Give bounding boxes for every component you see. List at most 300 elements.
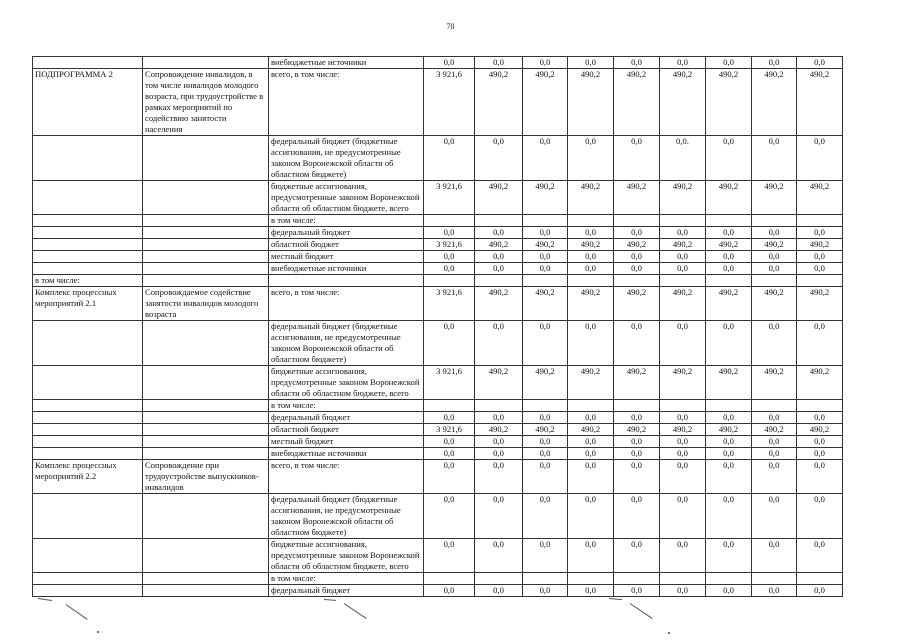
table-row (33, 251, 843, 263)
scan-mark (66, 604, 88, 620)
value-cell: 0,0 (614, 412, 660, 424)
measure-cell (143, 181, 269, 215)
program-cell (33, 57, 143, 69)
value-cell: 0,0 (797, 412, 843, 424)
scan-mark (630, 603, 653, 619)
value-cell: 0,0 (752, 539, 797, 573)
value-cell: 0,0 (475, 539, 523, 573)
value-cell: 490,2 (523, 424, 568, 436)
program-cell (33, 136, 143, 181)
program-cell (33, 263, 143, 275)
value-cell: 490,2 (752, 239, 797, 251)
value-cell: 0,0 (614, 436, 660, 448)
value-cell: 0,0. (660, 136, 706, 181)
value-cell: 0,0 (475, 412, 523, 424)
value-cell: 0,0 (568, 448, 614, 460)
value-cell (706, 215, 752, 227)
value-cell: 0,0 (424, 251, 475, 263)
value-cell: 0,0 (752, 251, 797, 263)
value-cell: 0,0 (660, 539, 706, 573)
value-cell (706, 400, 752, 412)
value-cell: 0,0 (706, 263, 752, 275)
value-cell: 0,0 (752, 448, 797, 460)
value-cell: 490,2 (797, 69, 843, 136)
value-cell: 0,0 (424, 136, 475, 181)
value-cell: 0,0 (614, 263, 660, 275)
measure-cell: Сопровождаемое содействие занятости инвалидов молодого возраста (143, 287, 269, 321)
value-cell: 0,0 (523, 412, 568, 424)
funding-source-cell: областной бюджет (269, 239, 424, 251)
measure-cell: Сопровождение при трудоустройстве выпускников- инвалидов (143, 460, 269, 494)
value-cell: 490,2 (614, 181, 660, 215)
value-cell: 0,0 (614, 57, 660, 69)
value-cell (660, 573, 706, 585)
value-cell: 0,0 (424, 494, 475, 539)
funding-source-cell: бюджетные ассигнования, предусмотренные законом Воронежской области об областном бюджете, всего (269, 181, 424, 215)
program-cell (33, 251, 143, 263)
value-cell (523, 215, 568, 227)
value-cell: 0,0 (523, 436, 568, 448)
measure-cell (143, 215, 269, 227)
value-cell: 490,2 (523, 239, 568, 251)
value-cell (523, 275, 568, 287)
value-cell: 490,2 (797, 239, 843, 251)
program-cell (33, 448, 143, 460)
program-cell (33, 366, 143, 400)
value-cell: 0,0 (797, 57, 843, 69)
program-cell (33, 400, 143, 412)
value-cell: 0,0 (706, 539, 752, 573)
value-cell: 490,2 (568, 424, 614, 436)
value-cell: 0,0 (706, 585, 752, 597)
funding-source-cell: федеральный бюджет (269, 585, 424, 597)
value-cell: 0,0 (424, 57, 475, 69)
value-cell: 0,0 (797, 321, 843, 366)
value-cell: 0,0 (424, 585, 475, 597)
value-cell: 0,0 (706, 448, 752, 460)
value-cell: 0,0 (797, 436, 843, 448)
value-cell (523, 400, 568, 412)
measure-cell (143, 57, 269, 69)
value-cell: 490,2 (752, 181, 797, 215)
funding-source-cell: местный бюджет (269, 251, 424, 263)
value-cell: 3 921,6 (424, 366, 475, 400)
value-cell: 0,0 (752, 494, 797, 539)
value-cell: 490,2 (797, 366, 843, 400)
value-cell: 0,0 (424, 436, 475, 448)
table-row (33, 448, 843, 460)
value-cell: 0,0 (523, 494, 568, 539)
program-cell: в том числе: (33, 275, 143, 287)
value-cell: 0,0 (523, 251, 568, 263)
value-cell: 0,0 (752, 136, 797, 181)
value-cell (523, 573, 568, 585)
value-cell: 0,0 (752, 57, 797, 69)
value-cell (475, 215, 523, 227)
value-cell (424, 400, 475, 412)
value-cell: 490,2 (706, 287, 752, 321)
value-cell: 0,0 (568, 57, 614, 69)
value-cell (424, 275, 475, 287)
value-cell: 0,0 (568, 321, 614, 366)
value-cell: 490,2 (475, 69, 523, 136)
value-cell: 0,0 (797, 539, 843, 573)
value-cell: 0,0 (568, 494, 614, 539)
value-cell (660, 400, 706, 412)
funding-source-cell: бюджетные ассигнования, предусмотренные законом Воронежской области об областном бюджете, всего (269, 539, 424, 573)
value-cell: 0,0 (797, 448, 843, 460)
value-cell: 3 921,6 (424, 287, 475, 321)
table-row (33, 366, 843, 400)
value-cell: 0,0 (424, 539, 475, 573)
table-row (33, 136, 843, 181)
program-cell (33, 321, 143, 366)
table-row (33, 436, 843, 448)
value-cell: 0,0 (523, 136, 568, 181)
funding-source-cell: внебюджетные источники (269, 57, 424, 69)
value-cell: 0,0 (752, 263, 797, 275)
value-cell: 0,0 (614, 136, 660, 181)
value-cell: 0,0 (614, 321, 660, 366)
value-cell: 0,0 (568, 251, 614, 263)
value-cell: 0,0 (660, 57, 706, 69)
value-cell (706, 573, 752, 585)
funding-source-cell: в том числе: (269, 400, 424, 412)
funding-source-cell: всего, в том числе: (269, 287, 424, 321)
scan-mark (38, 598, 52, 601)
funding-source-cell: федеральный бюджет (бюджетные ассигнования, не предусмотренные законом Воронежской области об областном бюджете) (269, 494, 424, 539)
value-cell: 490,2 (752, 424, 797, 436)
scan-dot (668, 632, 670, 634)
table-row (33, 321, 843, 366)
value-cell: 0,0 (475, 251, 523, 263)
value-cell (614, 275, 660, 287)
value-cell: 0,0 (752, 436, 797, 448)
value-cell: 0,0 (706, 460, 752, 494)
value-cell: 0,0 (706, 136, 752, 181)
table-row (33, 69, 843, 136)
value-cell: 0,0 (614, 585, 660, 597)
program-cell (33, 494, 143, 539)
value-cell: 0,0 (475, 436, 523, 448)
value-cell (614, 400, 660, 412)
value-cell (614, 215, 660, 227)
funding-source-cell: областной бюджет (269, 424, 424, 436)
scan-mark (344, 603, 367, 619)
value-cell: 0,0 (797, 136, 843, 181)
value-cell: 0,0 (706, 494, 752, 539)
value-cell: 0,0 (752, 585, 797, 597)
value-cell: 490,2 (568, 287, 614, 321)
program-cell: Комплекс процессных мероприятий 2.1 (33, 287, 143, 321)
program-cell (33, 539, 143, 573)
value-cell: 0,0 (475, 57, 523, 69)
table-row (33, 263, 843, 275)
value-cell: 490,2 (752, 366, 797, 400)
measure-cell (143, 494, 269, 539)
measure-cell (143, 424, 269, 436)
budget-table (32, 56, 843, 597)
value-cell (797, 573, 843, 585)
value-cell: 0,0 (706, 436, 752, 448)
value-cell: 0,0 (424, 263, 475, 275)
value-cell: 0,0 (475, 227, 523, 239)
value-cell: 0,0 (475, 136, 523, 181)
value-cell: 490,2 (475, 366, 523, 400)
value-cell: 0,0 (475, 263, 523, 275)
program-cell (33, 436, 143, 448)
measure-cell (143, 448, 269, 460)
value-cell: 0,0 (523, 263, 568, 275)
value-cell: 490,2 (660, 239, 706, 251)
table-row (33, 227, 843, 239)
value-cell: 0,0 (568, 436, 614, 448)
value-cell: 490,2 (752, 69, 797, 136)
value-cell: 0,0 (614, 251, 660, 263)
value-cell (475, 573, 523, 585)
value-cell: 0,0 (424, 448, 475, 460)
value-cell: 0,0 (660, 227, 706, 239)
program-cell (33, 227, 143, 239)
table-row (33, 539, 843, 573)
value-cell: 490,2 (523, 69, 568, 136)
program-cell (33, 239, 143, 251)
value-cell (752, 215, 797, 227)
value-cell: 0,0 (660, 494, 706, 539)
value-cell: 0,0 (568, 136, 614, 181)
value-cell: 490,2 (614, 287, 660, 321)
funding-source-cell: в том числе: (269, 573, 424, 585)
value-cell: 490,2 (523, 181, 568, 215)
value-cell (424, 215, 475, 227)
funding-source-cell: всего, в том числе: (269, 460, 424, 494)
value-cell: 0,0 (523, 227, 568, 239)
value-cell: 0,0 (568, 460, 614, 494)
funding-source-cell: федеральный бюджет (бюджетные ассигнования, не предусмотренные законом Воронежской области об областном бюджете) (269, 136, 424, 181)
value-cell: 0,0 (523, 57, 568, 69)
value-cell: 0,0 (568, 412, 614, 424)
value-cell: 3 921,6 (424, 424, 475, 436)
value-cell: 0,0 (614, 539, 660, 573)
value-cell: 490,2 (706, 181, 752, 215)
value-cell: 490,2 (523, 366, 568, 400)
value-cell (568, 573, 614, 585)
value-cell (475, 400, 523, 412)
program-cell (33, 424, 143, 436)
table-row (33, 412, 843, 424)
value-cell (706, 275, 752, 287)
funding-source-cell: всего, в том числе: (269, 69, 424, 136)
measure-cell (143, 573, 269, 585)
value-cell: 0,0 (660, 263, 706, 275)
program-cell: Комплекс процессных мероприятий 2.2 (33, 460, 143, 494)
page-number: 70 (446, 22, 455, 31)
value-cell (568, 400, 614, 412)
measure-cell (143, 585, 269, 597)
funding-source-cell: федеральный бюджет (бюджетные ассигнования, не предусмотренные законом Воронежской области об областном бюджете) (269, 321, 424, 366)
value-cell: 0,0 (523, 539, 568, 573)
table-row (33, 275, 843, 287)
value-cell: 0,0 (614, 227, 660, 239)
table-row (33, 215, 843, 227)
funding-source-cell: местный бюджет (269, 436, 424, 448)
value-cell: 490,2 (706, 424, 752, 436)
value-cell: 0,0 (475, 494, 523, 539)
value-cell: 490,2 (568, 366, 614, 400)
value-cell: 0,0 (706, 227, 752, 239)
funding-source-cell: внебюджетные источники (269, 263, 424, 275)
funding-source-cell: в том числе: (269, 215, 424, 227)
value-cell: 0,0 (797, 585, 843, 597)
table-row (33, 287, 843, 321)
value-cell (614, 573, 660, 585)
value-cell (752, 275, 797, 287)
table-row (33, 494, 843, 539)
value-cell: 490,2 (660, 287, 706, 321)
program-cell: ПОДПРОГРАММА 2 (33, 69, 143, 136)
value-cell (568, 215, 614, 227)
measure-cell (143, 275, 269, 287)
value-cell: 490,2 (523, 287, 568, 321)
value-cell (752, 573, 797, 585)
value-cell: 0,0 (797, 460, 843, 494)
value-cell: 490,2 (660, 69, 706, 136)
value-cell: 0,0 (523, 321, 568, 366)
value-cell: 0,0 (752, 321, 797, 366)
value-cell: 0,0 (706, 57, 752, 69)
value-cell: 0,0 (523, 585, 568, 597)
value-cell: 0,0 (475, 460, 523, 494)
value-cell: 0,0 (475, 585, 523, 597)
measure-cell (143, 436, 269, 448)
value-cell: 490,2 (706, 239, 752, 251)
value-cell: 0,0 (660, 448, 706, 460)
program-cell (33, 215, 143, 227)
value-cell: 0,0 (706, 321, 752, 366)
value-cell: 0,0 (706, 412, 752, 424)
value-cell: 0,0 (660, 436, 706, 448)
program-cell (33, 412, 143, 424)
value-cell: 0,0 (424, 460, 475, 494)
value-cell: 490,2 (660, 181, 706, 215)
value-cell: 0,0 (568, 539, 614, 573)
table-row (33, 181, 843, 215)
value-cell (424, 573, 475, 585)
value-cell: 490,2 (475, 181, 523, 215)
value-cell: 0,0 (475, 448, 523, 460)
value-cell: 0,0 (568, 263, 614, 275)
value-cell: 490,2 (475, 287, 523, 321)
value-cell: 490,2 (568, 69, 614, 136)
measure-cell (143, 400, 269, 412)
funding-source-cell: бюджетные ассигнования, предусмотренные законом Воронежской области об областном бюджете, всего (269, 366, 424, 400)
table-row (33, 460, 843, 494)
value-cell: 0,0 (660, 460, 706, 494)
value-cell (660, 275, 706, 287)
value-cell: 0,0 (752, 227, 797, 239)
table-row (33, 239, 843, 251)
table-row (33, 400, 843, 412)
funding-source-cell (269, 275, 424, 287)
value-cell: 490,2 (797, 287, 843, 321)
value-cell: 0,0 (660, 585, 706, 597)
value-cell: 0,0 (424, 321, 475, 366)
value-cell: 490,2 (475, 239, 523, 251)
value-cell: 490,2 (797, 424, 843, 436)
measure-cell (143, 136, 269, 181)
value-cell: 490,2 (568, 181, 614, 215)
value-cell: 0,0 (475, 321, 523, 366)
value-cell: 490,2 (706, 69, 752, 136)
value-cell: 0,0 (614, 494, 660, 539)
value-cell: 0,0 (797, 227, 843, 239)
value-cell: 490,2 (660, 366, 706, 400)
value-cell: 0,0 (568, 227, 614, 239)
value-cell: 0,0 (424, 227, 475, 239)
value-cell: 490,2 (706, 366, 752, 400)
value-cell (568, 275, 614, 287)
value-cell: 3 921,6 (424, 239, 475, 251)
measure-cell (143, 539, 269, 573)
value-cell: 0,0 (614, 460, 660, 494)
table-row (33, 585, 843, 597)
funding-source-cell: федеральный бюджет (269, 412, 424, 424)
value-cell: 0,0 (614, 448, 660, 460)
value-cell: 0,0 (660, 251, 706, 263)
value-cell (797, 275, 843, 287)
value-cell: 490,2 (568, 239, 614, 251)
value-cell: 0,0 (568, 585, 614, 597)
value-cell: 490,2 (475, 424, 523, 436)
table-row (33, 573, 843, 585)
measure-cell (143, 366, 269, 400)
program-cell (33, 181, 143, 215)
value-cell: 0,0 (797, 494, 843, 539)
value-cell: 3 921,6 (424, 69, 475, 136)
value-cell (660, 215, 706, 227)
measure-cell (143, 263, 269, 275)
scan-mark (609, 598, 622, 600)
value-cell: 0,0 (706, 251, 752, 263)
value-cell: 490,2 (660, 424, 706, 436)
value-cell: 0,0 (752, 412, 797, 424)
value-cell (797, 215, 843, 227)
value-cell (797, 400, 843, 412)
measure-cell: Сопровождение инвалидов, в том числе инвалидов молодого возраста, при трудоустройстве в рамках мероприятий по содействию занятости населения (143, 69, 269, 136)
program-cell (33, 585, 143, 597)
value-cell: 490,2 (614, 239, 660, 251)
value-cell: 0,0 (660, 412, 706, 424)
value-cell (752, 400, 797, 412)
value-cell: 490,2 (614, 366, 660, 400)
table-row (33, 57, 843, 69)
value-cell: 0,0 (523, 460, 568, 494)
value-cell: 490,2 (752, 287, 797, 321)
value-cell: 0,0 (424, 412, 475, 424)
program-cell (33, 573, 143, 585)
table-row (33, 424, 843, 436)
value-cell: 0,0 (523, 448, 568, 460)
value-cell: 0,0 (797, 251, 843, 263)
value-cell (475, 275, 523, 287)
measure-cell (143, 251, 269, 263)
scan-mark (324, 599, 336, 601)
measure-cell (143, 412, 269, 424)
funding-source-cell: внебюджетные источники (269, 448, 424, 460)
scan-dot (97, 631, 99, 633)
value-cell: 490,2 (797, 181, 843, 215)
value-cell: 0,0 (752, 460, 797, 494)
